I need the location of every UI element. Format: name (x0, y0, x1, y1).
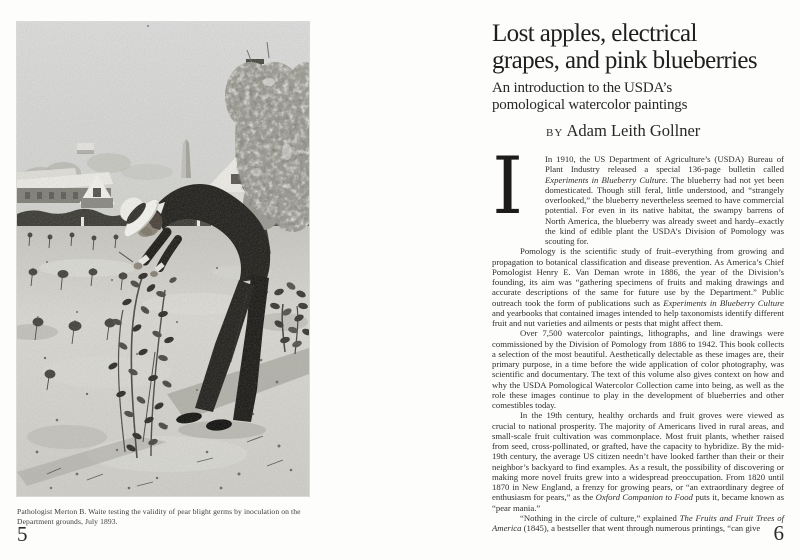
body-paragraph: Pomology is the scientific study of fruit–everything from growing and propagation to botanical classification and disease prevention. As America’s Chief Pomologist Henry E. Van Deman wrote in 1886, the year of the Division’s founding, its aim was “gathering specimens of fruits and making drawings and accurate descriptions of the same for future use by the Department.” Public outreach took the form of publications such as Experiments in Blueberry Culture and yearbooks that contained images intended to help taxonomists identify different fruit and nut varieties and ailments or pests that might affect them. (492, 246, 784, 328)
subtitle-line-1: An introduction to the USDA’s (492, 80, 673, 96)
body-paragraph: In the 19th century, healthy orchards and fruit groves were viewed as crucial to national prosperity. The majority of Americans lived in rural areas, and small-scale fruit cultivation was commonplace. Most fruit plants, whether raised from seed, cross-pollinated, or grafted, have the capacity to hybridize. By the mid-19th century, the average US citizen needn’t have looked farther than their or their neighbor’s backyard to find examples. As a result, the possibility of discovering or making more novel fruits grew into a widespread preoccupation. From 1820 until 1870 in New England, a frenzy for growing pears, or “an extraordinary degree of enthusiasm for pears,” as the Oxford Companion to Food puts it, became known as “pear mania.” (492, 410, 784, 513)
article-title (492, 20, 784, 74)
page-number-left: 5 (17, 522, 28, 546)
right-page (492, 20, 784, 533)
byline (492, 121, 784, 141)
body-paragraph: In 1910, the US Department of Agriculture’s (USDA) Bureau of Plant Industry released a special 136-page bulletin called Experiments in Blueberry Culture. The blueberry had not yet been domesticated. Though still feral, little understood, and “strangely overlooked,” the blueberry nevertheless seemed to have commercial potential. For even in its native habitat, the swampy barrens of North America, the blueberry was already sweet and hardy–exactly the kind of edible plant the USDA’s Division of Pomology was scouting for. (545, 154, 784, 246)
title-line-1: Lost apples, electrical (492, 20, 697, 47)
orchard-photograph (17, 22, 309, 496)
photo-grain-light (17, 22, 309, 496)
body-paragraph: Over 7,500 watercolor paintings, lithographs, and line drawings were commissioned by the Division of Pomology from 1886 to 1942. This book collects a selection of the most beautiful. Aesthetically delectable as these images are, their primary purpose, in a time before the wide application of color photography, was scientific and documentary. The text of this volume also gives context on how and why the USDA Pomological Watercolor Collection came into being, as well as the role these images continue to play in the development of blueberries and other comestibles today. (492, 328, 784, 410)
byline-author: Adam Leith Gollner (566, 121, 701, 140)
title-line-2: grapes, and pink blueberries (492, 47, 758, 74)
photo-caption: Pathologist Merton B. Waite testing the validity of pear blight germs by inoculation on the Department grounds, July 1893. (17, 507, 301, 526)
article-subtitle (492, 80, 784, 113)
subtitle-line-2: pomological watercolor paintings (492, 96, 688, 113)
left-page (17, 22, 309, 526)
page-number-right: 6 (773, 521, 784, 545)
article-body (492, 140, 785, 533)
byline-prefix: BY (546, 127, 564, 139)
body-paragraph: “Nothing in the circle of culture,” explained The Fruits and Fruit Trees of America (1845), a bestseller that went through numerous printings, “can give (492, 512, 785, 533)
drop-cap: I (492, 140, 524, 232)
